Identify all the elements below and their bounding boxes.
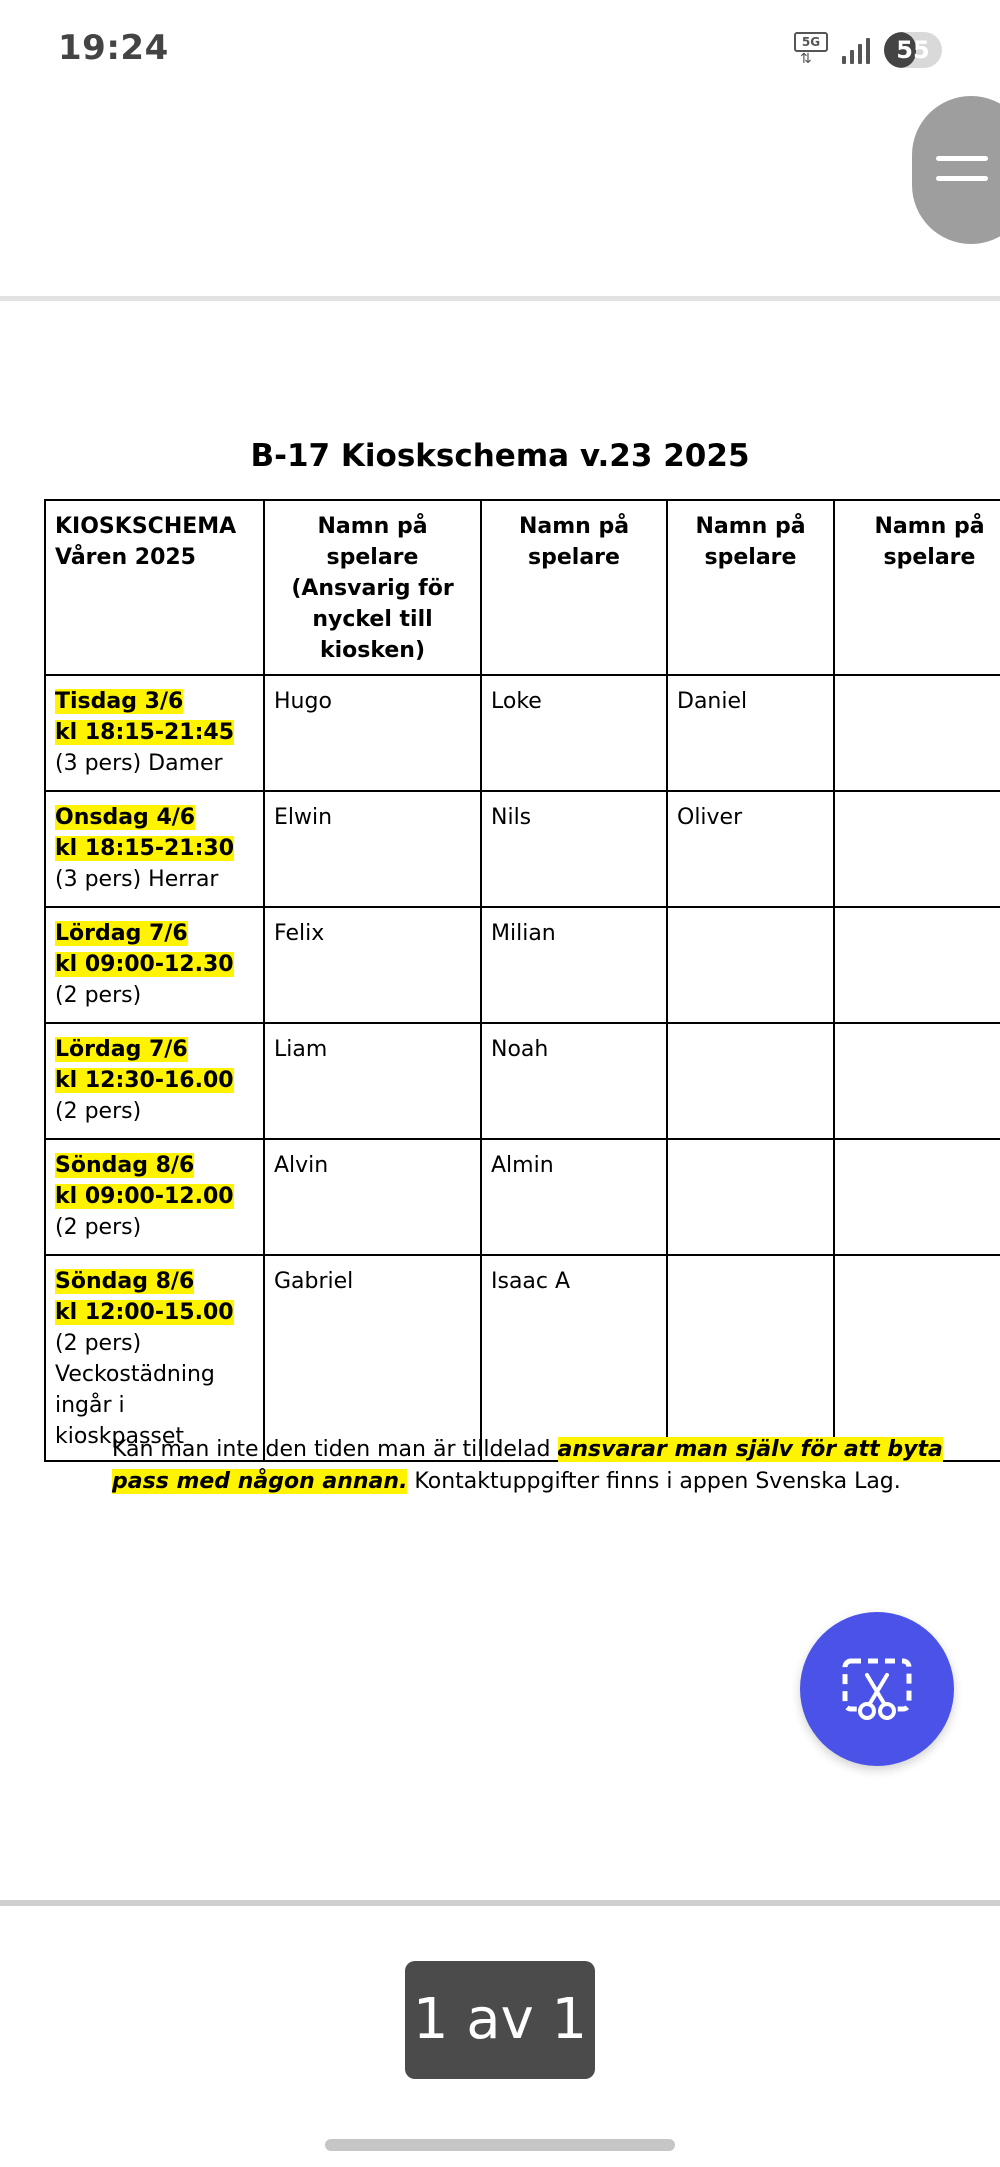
page-indicator: 1 av 1 [405,1961,595,2079]
screenshot-crop-icon [837,1649,917,1729]
header-line: kiosken) [319,638,426,663]
shift-cell [45,1139,264,1255]
shift-time: kl 18:15-21:30 [55,836,235,861]
header-player [834,500,1000,675]
header-line: Våren 2025 [55,545,196,570]
schedule-table [44,499,1000,1462]
player-cell: Isaac A [481,1255,667,1461]
page-top-divider [0,296,1000,301]
player-cell: Hugo [264,675,481,791]
shift-info: (2 pers) [55,1331,142,1356]
handle-line [936,176,988,181]
scroll-handle[interactable] [912,96,1000,244]
shift-info: Veckostädning [55,1362,215,1387]
shift-day: Söndag 8/6 [55,1153,195,1178]
player-cell: Nils [481,791,667,907]
page-bottom-divider [0,1900,1000,1906]
status-icons [794,30,942,70]
schedule-note [112,1434,962,1498]
shift-info: (2 pers) [55,983,142,1008]
status-bar [0,0,1000,100]
table-row [45,907,1000,1023]
shift-info: (2 pers) [55,1099,142,1124]
shift-day: Tisdag 3/6 [55,689,184,714]
handle-line [936,156,988,161]
player-cell: Almin [481,1139,667,1255]
shift-cell [45,675,264,791]
shift-time: kl 09:00-12.00 [55,1184,234,1209]
shift-info: (3 pers) Damer [55,751,223,776]
player-cell [667,1255,834,1461]
header-responsible-player [264,500,481,675]
player-cell: Oliver [667,791,834,907]
table-header-row [45,500,1000,675]
note-highlight: ansvarar man själv för att byta pass med någon annan. [112,1437,943,1494]
shift-time: kl 12:00-15.00 [55,1300,234,1325]
table-row [45,1023,1000,1139]
header-line: spelare [883,545,976,570]
player-cell [834,791,1000,907]
battery-percent: 55 [896,36,930,64]
player-cell [667,1023,834,1139]
shift-time: kl 18:15-21:45 [55,720,235,745]
shift-time: kl 12:30-16.00 [55,1068,234,1093]
header-line: Namn på spelare [317,514,428,570]
header-line: Namn på [518,514,630,539]
player-cell: Noah [481,1023,667,1139]
player-cell: Liam [264,1023,481,1139]
player-cell [834,1023,1000,1139]
shift-cell [45,1023,264,1139]
player-cell: Milian [481,907,667,1023]
shift-cell [45,1255,264,1461]
header-line: Namn på [874,514,985,539]
header-line: spelare [704,545,797,570]
table-row [45,1255,1000,1461]
shift-time: kl 09:00-12.30 [55,952,234,977]
shift-day: Lördag 7/6 [55,921,188,946]
header-player [667,500,834,675]
header-player [481,500,667,675]
shift-info: ingår i kioskpasset [55,1393,185,1449]
table-row [45,1139,1000,1255]
player-cell [834,675,1000,791]
shift-day: Lördag 7/6 [55,1037,188,1062]
signal-icon [842,36,870,64]
header-line: nyckel till [312,607,433,632]
player-cell [834,907,1000,1023]
header-line: (Ansvarig för [291,576,454,601]
header-line: Namn på [695,514,806,539]
player-cell: Daniel [667,675,834,791]
table-row [45,675,1000,791]
note-text: Kontaktuppgifter finns i appen Svenska Lag. [407,1469,901,1494]
note-text: Kan man inte den tiden man är tilldelad [112,1437,558,1462]
player-cell: Loke [481,675,667,791]
player-cell: Alvin [264,1139,481,1255]
status-time: 19:24 [58,28,169,68]
player-cell: Felix [264,907,481,1023]
table-row [45,791,1000,907]
shift-cell [45,907,264,1023]
schedule-body [45,675,1000,1461]
shift-cell [45,791,264,907]
shift-info: (3 pers) Herrar [55,867,219,892]
screenshot-crop-button[interactable] [800,1612,954,1766]
shift-day: Onsdag 4/6 [55,805,196,830]
shift-day: Söndag 8/6 [55,1269,195,1294]
shift-info: (2 pers) [55,1215,142,1240]
header-schedule [45,500,264,675]
player-cell: Elwin [264,791,481,907]
player-cell [667,1139,834,1255]
battery-icon [884,32,942,68]
network-5g-icon: 5G ⇅ [794,32,828,68]
player-cell [834,1255,1000,1461]
header-line: KIOSKSCHEMA [55,514,237,539]
home-indicator[interactable] [325,2139,675,2151]
document-title: B-17 Kioskschema v.23 2025 [250,438,750,474]
player-cell [667,907,834,1023]
header-line: spelare [528,545,620,570]
player-cell: Gabriel [264,1255,481,1461]
player-cell [834,1139,1000,1255]
